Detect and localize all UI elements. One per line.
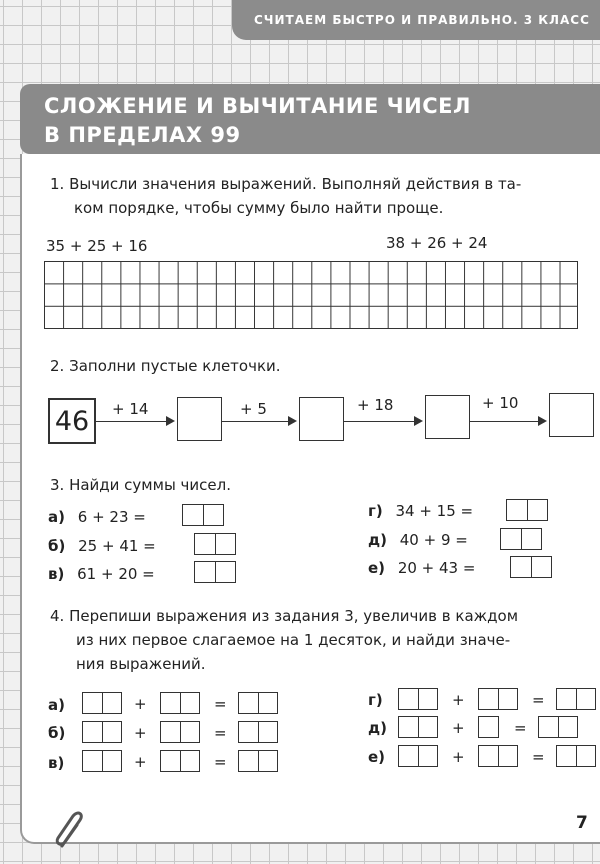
task4-f-addend-2[interactable]	[478, 745, 518, 767]
task4-e-addend-2[interactable]	[478, 716, 499, 738]
task4-e-plus: +	[452, 719, 465, 737]
task4-d-plus: +	[452, 691, 465, 709]
task4-c-addend-2[interactable]	[160, 750, 200, 772]
task3-answer-c[interactable]	[194, 561, 236, 583]
task3-item-a	[48, 506, 146, 529]
task3-answer-d[interactable]	[506, 499, 548, 521]
section-title	[44, 92, 564, 150]
chain-box-3[interactable]	[425, 395, 470, 439]
task3-expr-f: 20 + 43 =	[397, 559, 476, 577]
task3-expr-e: 40 + 9 =	[399, 531, 468, 549]
task3-expr-d: 34 + 15 =	[395, 502, 474, 520]
task1-expression-a: 35 + 25 + 16	[46, 237, 148, 255]
task3-label-a: а)	[48, 508, 65, 526]
task4-a-result[interactable]	[238, 692, 278, 714]
arrow-head-4	[538, 416, 547, 426]
task3-expr-b: 25 + 41 =	[78, 537, 156, 555]
task3-answer-f[interactable]	[510, 556, 552, 578]
task3-label-e: д)	[368, 531, 387, 549]
task4-d-equals: =	[532, 691, 545, 709]
chain-start-box	[48, 398, 96, 444]
task4-label-e: д)	[368, 719, 387, 737]
task3-item-e	[368, 529, 468, 552]
task3-expr-c: 61 + 20 =	[77, 565, 155, 583]
task4-text-line-3: ния выражений.	[76, 655, 206, 673]
task4-b-addend-1[interactable]	[82, 721, 122, 743]
chain-arrow-3	[344, 421, 414, 422]
chain-op-4: + 10	[482, 394, 519, 412]
task4-c-addend-1[interactable]	[82, 750, 122, 772]
task3-expr-a: 6 + 23 =	[77, 508, 146, 526]
task4-a-equals: =	[214, 695, 227, 713]
task1-text-line-2: ком порядке, чтобы сумму было найти проще.	[74, 199, 444, 217]
task3-answer-b[interactable]	[194, 533, 236, 555]
task4-a-addend-2[interactable]	[160, 692, 200, 714]
chain-box-1[interactable]	[177, 397, 222, 441]
arrow-head-1	[166, 416, 175, 426]
chain-box-4[interactable]	[549, 393, 594, 437]
task4-b-result[interactable]	[238, 721, 278, 743]
task3-answer-a[interactable]	[182, 504, 224, 526]
page-number: 7	[576, 813, 588, 833]
task3-label-d: г)	[368, 502, 383, 520]
task4-a-addend-1[interactable]	[82, 692, 122, 714]
task3-item-c	[48, 563, 155, 586]
task4-label-b: б)	[48, 724, 66, 742]
task3-label-f: е)	[368, 559, 386, 577]
chain-arrow-1	[96, 421, 166, 422]
task3-text: 3. Найди суммы чисел.	[50, 476, 231, 494]
task3-answer-e[interactable]	[500, 528, 542, 550]
task1-expression-b: 38 + 26 + 24	[386, 234, 488, 252]
task3-item-b	[48, 535, 156, 558]
task4-f-addend-1[interactable]	[398, 745, 438, 767]
task2-text: 2. Заполни пустые клеточки.	[50, 357, 281, 375]
task3-label-c: в)	[48, 565, 65, 583]
task3-item-d	[368, 500, 473, 523]
task1-answer-grid[interactable]	[44, 261, 578, 329]
task4-label-a: а)	[48, 696, 65, 714]
arrow-head-3	[414, 416, 423, 426]
task4-e-addend-1[interactable]	[398, 716, 438, 738]
task4-b-plus: +	[134, 724, 147, 742]
chain-op-1: + 14	[112, 400, 149, 418]
task4-d-addend-1[interactable]	[398, 688, 438, 710]
task4-label-c: в)	[48, 754, 65, 772]
task4-a-plus: +	[134, 695, 147, 713]
section-title-line-2: В ПРЕДЕЛАХ 99	[44, 123, 241, 147]
section-title-line-1: СЛОЖЕНИЕ И ВЫЧИТАНИЕ ЧИСЕЛ	[44, 94, 471, 118]
arrow-head-2	[288, 416, 297, 426]
task4-f-result[interactable]	[556, 745, 596, 767]
task4-f-plus: +	[452, 748, 465, 766]
chain-op-2: + 5	[240, 400, 267, 418]
task4-text-line-2: из них первое слагаемое на 1 десяток, и найди значе-	[76, 631, 511, 649]
chain-box-2[interactable]	[299, 397, 344, 441]
task4-label-d: г)	[368, 691, 383, 709]
task4-d-addend-2[interactable]	[478, 688, 518, 710]
task1-text-line-1: 1. Вычисли значения выражений. Выполняй действия в та-	[50, 175, 522, 193]
task4-c-equals: =	[214, 753, 227, 771]
task4-c-result[interactable]	[238, 750, 278, 772]
running-header	[232, 0, 600, 40]
task4-e-result[interactable]	[538, 716, 578, 738]
task4-d-result[interactable]	[556, 688, 596, 710]
chain-arrow-2	[222, 421, 288, 422]
task4-b-addend-2[interactable]	[160, 721, 200, 743]
chain-arrow-4	[470, 421, 538, 422]
running-header-text: СЧИТАЕМ БЫСТРО И ПРАВИЛЬНО. 3 КЛАСС	[254, 13, 590, 27]
task4-b-equals: =	[214, 724, 227, 742]
task4-f-equals: =	[532, 748, 545, 766]
chain-op-3: + 18	[357, 396, 394, 414]
chain-start-value: 46	[54, 405, 90, 437]
task4-label-f: е)	[368, 748, 386, 766]
paperclip-icon	[52, 808, 92, 852]
task4-text-line-1: 4. Перепиши выражения из задания 3, увеличив в каждом	[50, 607, 519, 625]
task4-c-plus: +	[134, 753, 147, 771]
task4-e-equals: =	[514, 719, 527, 737]
task3-item-f	[368, 557, 475, 580]
task3-label-b: б)	[48, 537, 66, 555]
